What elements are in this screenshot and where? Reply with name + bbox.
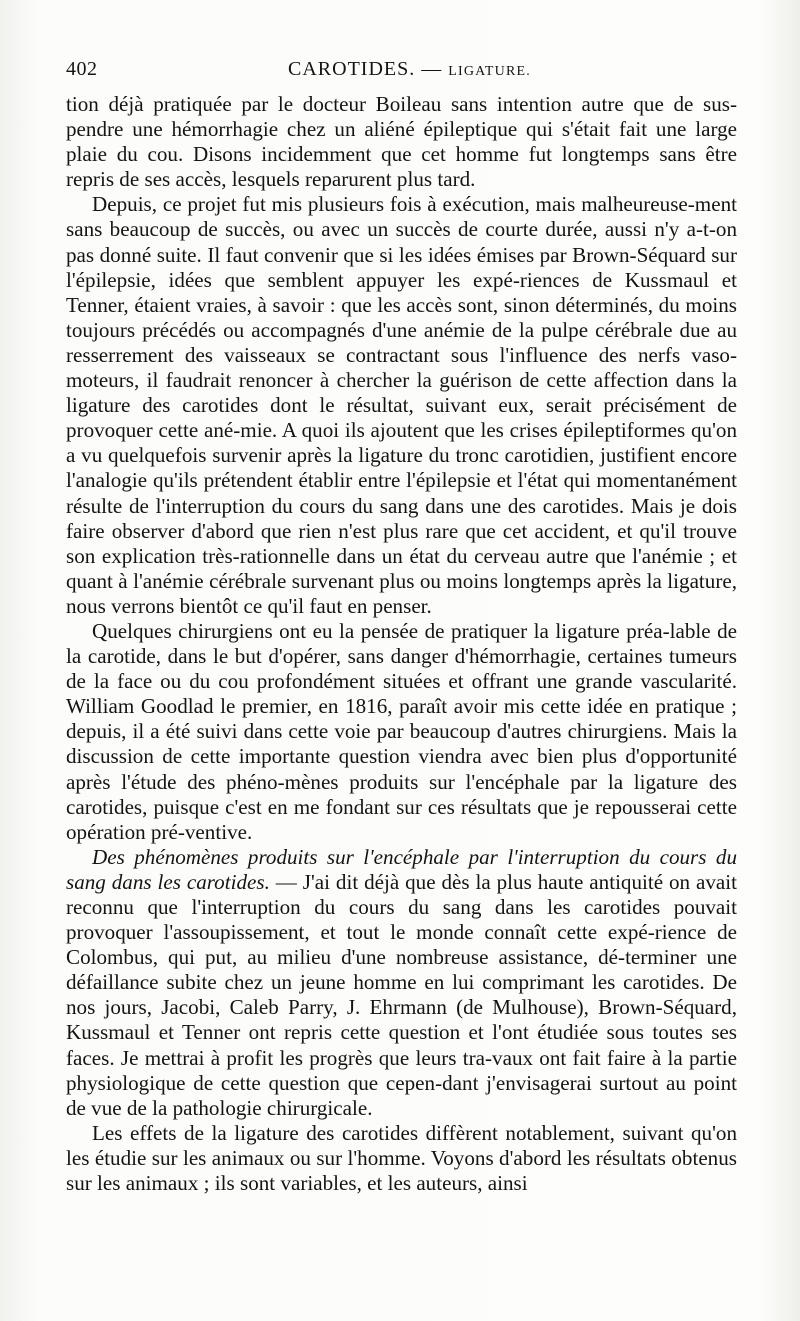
paragraph-3: Quelques chirurgiens ont eu la pensée de pratiquer la ligature préa-lable de la carotide, dans le but d'opérer, sans danger d'hémorrhagie, certaines tumeurs de la face ou du cou profondément situées et offrant une grande vascularité. William Goodlad le premier, en 1816, paraît avoir mis cette idée en pratique ; depuis, il a été suivi dans cette voie par beaucoup d'autres chirurgiens. Mais la discussion de cette importante question viendra avec bien plus d'opportunité après l'étude des phéno-mènes produits sur l'encéphale par la ligature des carotides, puisque c'est en me fondant sur ces résultats que je repousserai cette opération pré-ventive. <box>66 618 737 844</box>
running-head <box>288 58 531 81</box>
body-text <box>66 92 737 1196</box>
paragraph-4 <box>66 845 737 1121</box>
running-head-title: CAROTIDES. — <box>288 58 449 80</box>
page-number: 402 <box>66 58 98 80</box>
paragraph-2: Depuis, ce projet fut mis plusieurs fois à exécution, mais malheureuse-ment sans beaucoup de succès, ou avec un succès de courte durée, aussi n'y a-t-on pas donné suite. Il faut convenir que si les idées émises par Brown-Séquard sur l'épilepsie, idées que semblent appuyer les expé-riences de Kussmaul et Tenner, étaient vraies, à savoir : que les accès sont, sinon déterminés, du moins toujours précédés ou accompagnés d'une anémie de la pulpe cérébrale due au resserrement des vaisseaux se contractant sous l'influence des nerfs vaso-moteurs, il faudrait renoncer à chercher la guérison de cette affection dans la ligature des carotides dont le résultat, suivant eux, serait précisément de provoquer cette ané-mie. A quoi ils ajoutent que les crises épileptiformes qu'on a vu quelquefois survenir après la ligature du tronc carotidien, justifient encore l'analogie qu'ils prétendent établir entre l'épilepsie et l'état qui momentanément résulte de l'interruption du cours du sang dans une des carotides. Mais je dois faire observer d'abord que rien n'est plus rare que cet accident, et qu'il trouve son explication très-rationnelle dans un état du cerveau autre que l'anémie ; et quant à l'anémie cérébrale survenant plus ou moins longtemps après la ligature, nous verrons bientôt ce qu'il faut en penser. <box>66 192 737 618</box>
running-head-subtitle: LIGATURE. <box>448 64 531 79</box>
section-heading-italic: Des phénomènes produits sur l'encéphale par l'interruption du cours du sang dans les carotides. <box>66 844 737 894</box>
paragraph-4-text: — J'ai dit déjà que dès la plus haute antiquité on avait reconnu que l'interruption du cours du sang dans les carotides pouvait provoquer l'assoupissement, et tout le monde connaît cette expé-rience de Colombus, qui put, au milieu d'une nombreuse assistance, dé-terminer une défaillance subite chez un jeune homme en lui comprimant les carotides. De nos jours, Jacobi, Caleb Parry, J. Ehrmann (de Mulhouse), Brown-Séquard, Kussmaul et Tenner ont repris cette question et l'ont étudiée sous toutes ses faces. Je mettrai à profit les progrès que leurs tra-vaux ont fait faire à la partie physiologique de cette question que cepen-dant j'envisagerai surtout au point de vue de la pathologie chirurgicale. <box>66 869 738 1120</box>
paragraph-1: tion déjà pratiquée par le docteur Boileau sans intention autre que de sus-pendre une hémorrhagie chez un aliéné épileptique qui s'était fait une large plaie du cou. Disons incidemment que cet homme fut longtemps sans être repris de ses accès, lesquels reparurent plus tard. <box>66 92 737 192</box>
paragraph-5: Les effets de la ligature des carotides diffèrent notablement, suivant qu'on les étudie sur les animaux ou sur l'homme. Voyons d'abord les résultats obtenus sur les animaux ; ils sont variables, et les auteurs, ainsi <box>66 1120 737 1196</box>
page-header <box>66 58 736 88</box>
